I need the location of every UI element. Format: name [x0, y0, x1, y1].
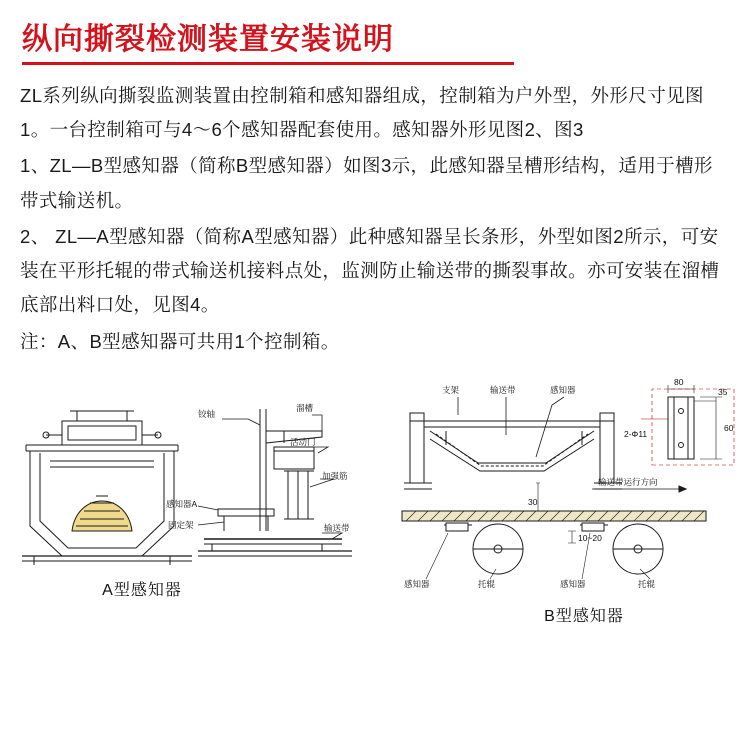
label-sensor-b: 感知器: [550, 384, 576, 395]
figure-a-caption: A型感知器: [102, 581, 182, 599]
label-bracket: 支架: [442, 384, 460, 395]
paragraph-item-2: 2、 ZL—A型感知器（简称A型感知器）此种感知器呈长条形，外型如图2所示，可安装在平形托辊的带式输送机接料点处，监测防止输送带的撕裂事故。亦可安装在溜槽底部出料口处，见图4。: [20, 225, 720, 316]
paragraph-intro: ZL系列纵向撕裂监测装置由控制箱和感知器组成，控制箱为户外型，外形尺寸见图1。一台控制箱可与4～6个感知器配套使用。感知器外形见图2、图3: [20, 85, 704, 141]
figure-b-drawing: [386, 371, 750, 601]
label-belt-run-direction: 输送带运行方向: [598, 476, 658, 487]
page-title: 纵向撕裂检测装置安装说明: [22, 23, 394, 56]
figure-a: [22, 391, 362, 600]
dim-hole-note: 2-Φ11: [624, 428, 648, 439]
label-sensor-bottom-left: 感知器: [404, 578, 430, 589]
dim-35: 35: [718, 386, 728, 397]
dim-30: 30: [528, 496, 538, 507]
label-stiffener: 加强筋: [322, 470, 348, 481]
label-fixed-frame: 固定架: [168, 519, 194, 530]
figures-area: [18, 371, 732, 636]
label-sensor-a: 感知器A: [166, 498, 198, 509]
dim-clearance: 10~20: [578, 532, 602, 543]
title-underline: [22, 62, 514, 65]
document-body: [20, 79, 730, 359]
label-conveyor-belt-b: 输送带: [490, 384, 516, 395]
label-chute: 溜槽: [296, 402, 314, 413]
paragraph-note: 注：A、B型感知器可共用1个控制箱。: [20, 330, 340, 352]
dim-60: 60: [724, 422, 734, 433]
label-access-door: 活动门: [290, 436, 316, 447]
label-sensor-bottom-right: 感知器: [560, 578, 586, 589]
paragraph-item-1: 1、ZL—B型感知器（简称B型感知器）如图3示，此感知器呈槽形结构，适用于槽形带式输送机。: [20, 155, 713, 211]
label-conveyor-belt-a: 输送带: [324, 522, 350, 533]
label-idler-left: 托辊: [478, 578, 496, 589]
figure-b-caption: B型感知器: [544, 607, 624, 625]
figure-b: [386, 371, 750, 626]
dim-width-80: 80: [674, 376, 684, 387]
figure-a-drawing: [22, 391, 362, 571]
label-idler-right: 托辊: [638, 578, 656, 589]
label-hinge-shaft: 铰轴: [198, 408, 216, 419]
